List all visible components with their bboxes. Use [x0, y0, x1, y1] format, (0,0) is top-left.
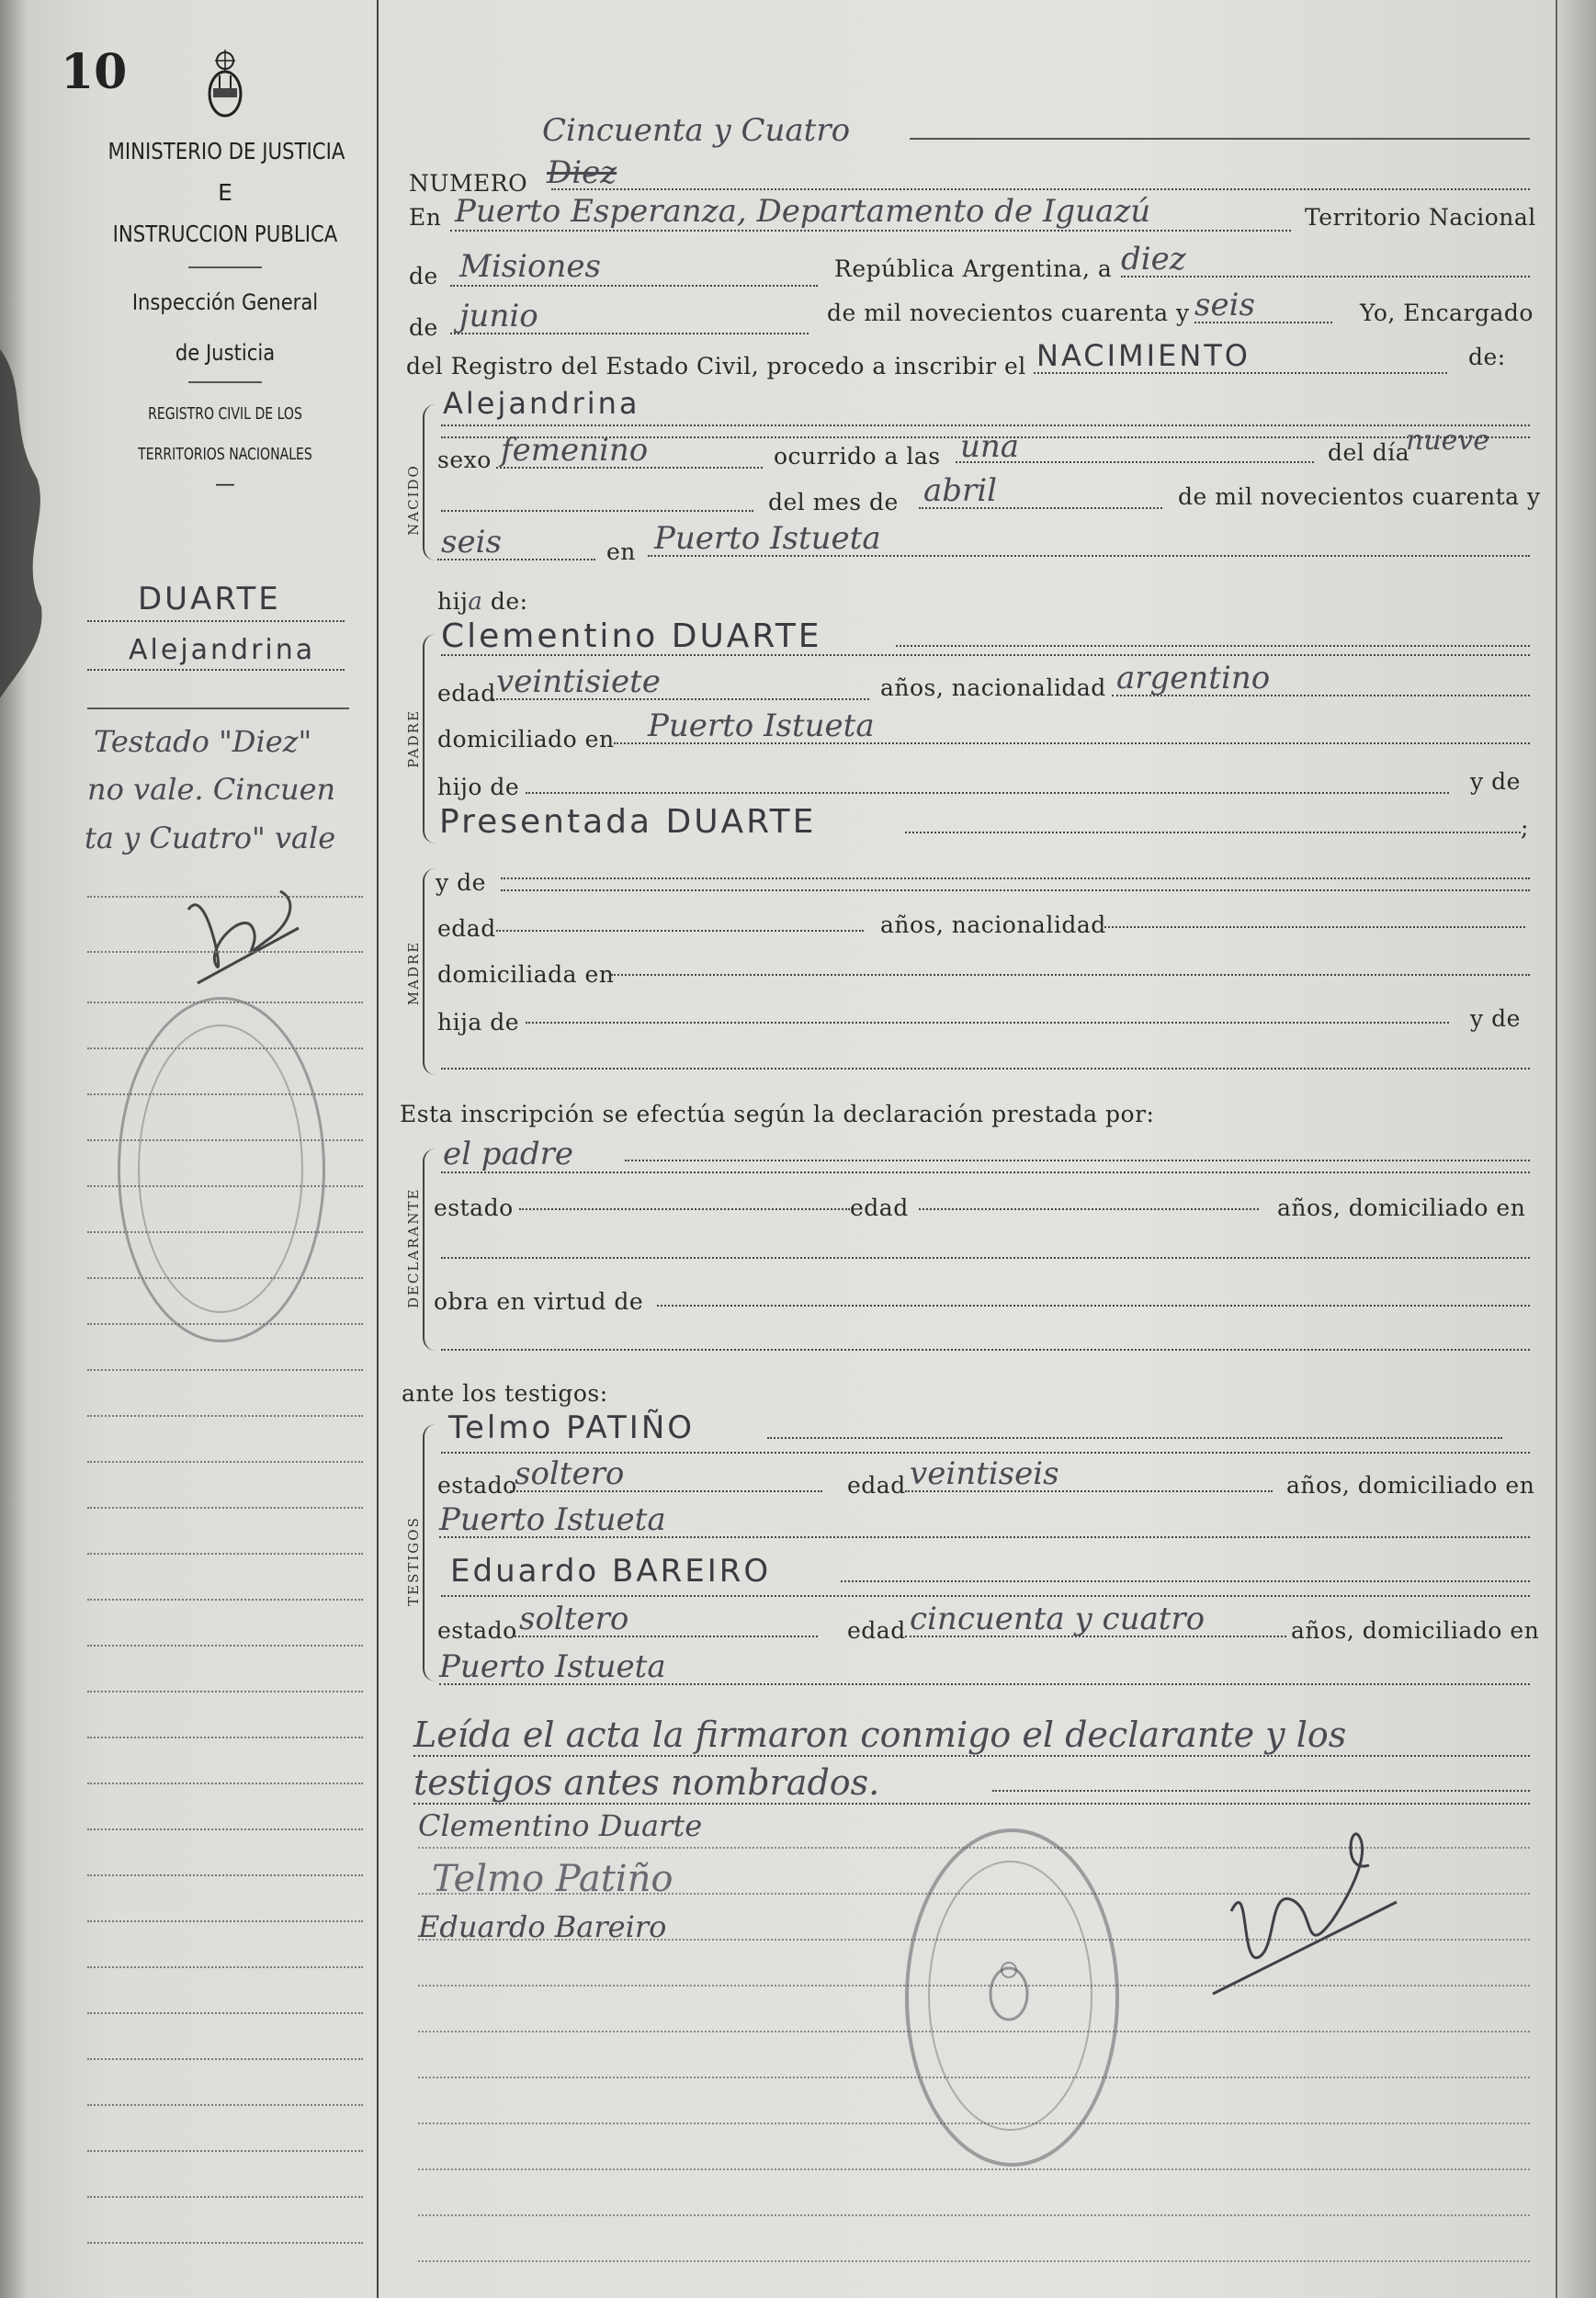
father-edad-label: edad — [437, 680, 496, 707]
closing-line-1: Leída el acta la firmaron conmigo el declarante y los — [413, 1715, 1347, 1755]
testigos-brace — [423, 1424, 437, 1681]
fill-line — [611, 974, 1530, 976]
fill-line — [1034, 372, 1447, 374]
fill-line — [919, 507, 1162, 509]
fill-line — [625, 1160, 1530, 1161]
madre-section-label: MADRE — [405, 940, 422, 1006]
fill-line — [657, 1305, 1530, 1307]
fill-line — [496, 467, 763, 469]
father-hijo-de-label: hijo de — [437, 774, 520, 800]
witness1-edad-label: edad — [847, 1472, 906, 1499]
declarante-edad-label: edad — [850, 1194, 909, 1221]
fill-line — [648, 555, 1530, 557]
registry-text: del Registro del Estado Civil, procedo a inscribir el — [406, 353, 1026, 379]
header-rule — [188, 381, 262, 383]
madre-hija-de-label: hija de — [437, 1009, 519, 1036]
ministry-line-3: INSTRUCCION PUBLICA — [112, 221, 338, 247]
fill-line — [910, 138, 1530, 140]
father-domicile-value: Puerto Istueta — [648, 708, 875, 744]
father-nationality-value: argentino — [1116, 660, 1271, 696]
father-nacionalidad-label: años, nacionalidad — [880, 674, 1106, 701]
fill-line — [1121, 276, 1530, 277]
registry-line-2: TERRITORIOS NACIONALES — [138, 445, 312, 464]
fill-line — [441, 1068, 1530, 1070]
hijo-de-label: de: — [490, 588, 528, 615]
witness2-estado-label: estado — [437, 1617, 517, 1644]
birth-year-value: seis — [441, 524, 502, 560]
witness1-estado-value: soltero — [515, 1455, 625, 1492]
fill-line — [905, 1490, 1273, 1492]
margin-seal-inner — [138, 1024, 303, 1313]
madre-brace — [423, 868, 437, 1075]
del-dia-label: del día — [1328, 439, 1410, 466]
witness2-edad-label: edad — [847, 1617, 906, 1644]
hijo-label: hij — [437, 588, 469, 615]
sexo-label: sexo — [437, 447, 492, 473]
testigos-section-label: TESTIGOS — [405, 1516, 422, 1606]
margin-given-name: Alejandrina — [129, 634, 316, 666]
birth-month-value: abril — [923, 472, 998, 509]
place-value: Puerto Esperanza, Departamento de Iguazú — [455, 193, 1151, 230]
declarante-anos-label: años, domiciliado en — [1277, 1194, 1526, 1221]
day-value: diez — [1121, 241, 1186, 277]
fill-line — [496, 930, 864, 932]
registry-line-1: REGISTRO CIVIL DE LOS — [148, 404, 302, 424]
child-name: Alejandrina — [443, 386, 640, 421]
witness2-domicile-value: Puerto Istueta — [439, 1648, 666, 1685]
territory-label: Territorio Nacional — [1305, 204, 1536, 231]
fill-line — [441, 1595, 1530, 1597]
signature-witness1: Telmo Patiño — [432, 1858, 673, 1900]
margin-note-line-1: Testado "Diez" — [94, 724, 312, 759]
padre-brace — [423, 634, 437, 843]
fill-line — [450, 230, 1291, 232]
fill-line — [767, 1437, 1502, 1439]
year-value: seis — [1194, 287, 1255, 323]
fill-line — [1194, 322, 1332, 323]
fill-line — [441, 1452, 1530, 1454]
fill-line — [519, 1208, 850, 1210]
witness1-age-value: veintiseis — [910, 1455, 1059, 1492]
margin-line — [87, 669, 345, 671]
fill-line — [515, 1636, 818, 1637]
hijo-suffix: a — [468, 588, 483, 616]
en-label: En — [409, 204, 442, 231]
madre-y-de: y de — [436, 869, 486, 896]
nacido-year-label: de mil novecientos cuarenta y — [1178, 483, 1541, 510]
right-border — [1556, 0, 1557, 2298]
declarante-brace — [423, 1149, 437, 1351]
testigos-intro: ante los testigos: — [402, 1380, 608, 1407]
fill-line — [992, 1790, 1530, 1792]
declarante-intro: Esta inscripción se efectúa según la declaración prestada por: — [400, 1101, 1155, 1127]
fill-line — [413, 1755, 1530, 1757]
column-divider — [377, 0, 379, 2298]
fill-line — [441, 654, 1530, 656]
father-age-value: veintisiete — [496, 663, 661, 700]
witness1-anos-label: años, domiciliado en — [1286, 1472, 1535, 1499]
republic-label: República Argentina, a — [834, 255, 1113, 282]
declarante-obra-label: obra en virtud de — [434, 1288, 644, 1315]
madre-y-de-2: y de — [1470, 1005, 1521, 1032]
act-type: NACIMIENTO — [1036, 338, 1251, 373]
de-label: de — [409, 263, 438, 289]
ocurrido-label: ocurrido a las — [774, 443, 941, 470]
fill-line — [551, 188, 1530, 190]
nacido-section-label: NACIDO — [405, 464, 422, 536]
fill-line — [450, 333, 809, 334]
month-value: junio — [459, 298, 538, 334]
mes-label: del mes de — [768, 489, 899, 515]
padre-section-label: PADRE — [405, 709, 422, 768]
seal-emblem-icon — [981, 1957, 1036, 2031]
de-label: de — [409, 314, 438, 341]
father-name: Clementino DUARTE — [441, 617, 822, 655]
witness2-name: Eduardo BAREIRO — [450, 1553, 772, 1590]
fill-line — [526, 1022, 1449, 1024]
birth-place-value: Puerto Istueta — [654, 520, 881, 557]
signature-father: Clementino Duarte — [418, 1808, 703, 1843]
signature-witness2: Eduardo Bareiro — [418, 1909, 667, 1944]
madre-edad-label: edad — [437, 915, 496, 942]
fill-line — [441, 1257, 1530, 1259]
fill-line — [841, 1580, 1530, 1582]
fill-line — [905, 832, 1521, 833]
father-domicilio-label: domiciliado en — [437, 726, 615, 753]
scorch-mark — [0, 349, 55, 698]
fill-line — [1101, 926, 1525, 928]
witness2-anos-label: años, domiciliado en — [1291, 1617, 1540, 1644]
fill-line — [437, 559, 595, 560]
declarante-section-label: DECLARANTE — [405, 1187, 422, 1308]
header-dash: — — [215, 473, 235, 496]
officer-signature — [1194, 1801, 1415, 2040]
closing-line-2: testigos antes nombrados. — [413, 1762, 880, 1803]
act-de: de: — [1468, 344, 1506, 370]
page-number: 10 — [61, 44, 128, 100]
madre-nacionalidad-label: años, nacionalidad — [880, 911, 1106, 938]
witness1-name: Telmo PATIÑO — [448, 1409, 696, 1446]
sexo-value: femenino — [501, 432, 649, 469]
fill-line — [905, 1636, 1286, 1637]
margin-line — [87, 620, 345, 622]
hour-value: una — [960, 428, 1020, 465]
fill-line — [956, 461, 1314, 463]
territory-value: Misiones — [459, 248, 601, 285]
father-y-de: y de — [1470, 768, 1521, 795]
madre-domiciliada-label: domiciliada en — [437, 961, 615, 988]
birth-day-value: nueve — [1406, 425, 1490, 457]
nacido-brace — [423, 404, 437, 560]
fill-line — [441, 1172, 1530, 1173]
number-label: NUMERO — [409, 170, 528, 197]
ministry-line-1: MINISTERIO DE JUSTICIA — [108, 138, 345, 164]
margin-note-line-2: no vale. Cincuen — [87, 772, 336, 807]
witness2-estado-value: soltero — [519, 1601, 629, 1637]
coat-of-arms-icon — [204, 48, 246, 121]
inspection-line-2: de Justicia — [175, 340, 276, 366]
fill-line — [510, 1490, 822, 1492]
header-rule — [188, 266, 262, 268]
father-mother-name: Presentada DUARTE — [439, 803, 817, 841]
witness1-estado-label: estado — [437, 1472, 517, 1499]
fill-line — [439, 1683, 1530, 1685]
fill-line — [896, 645, 1530, 647]
fill-line — [441, 425, 1530, 426]
fill-line — [919, 1208, 1259, 1210]
fill-line — [441, 1349, 1530, 1351]
margin-surname: DUARTE — [138, 581, 281, 617]
fill-line — [501, 889, 1530, 891]
margin-note-line-3: ta y Cuatro" vale — [85, 821, 336, 855]
inspection-line-1: Inspección General — [131, 289, 319, 315]
witness1-domicile-value: Puerto Istueta — [439, 1501, 666, 1538]
fill-line — [614, 742, 1530, 744]
fill-line — [1112, 695, 1530, 696]
number-value: Cincuenta y Cuatro — [542, 112, 851, 149]
fill-line — [441, 510, 753, 512]
ministry-line-2: E — [218, 179, 232, 206]
fill-line — [450, 285, 818, 287]
fill-line — [526, 792, 1449, 794]
margin-signature — [170, 873, 308, 1011]
witness2-age-value: cincuenta y cuatro — [910, 1601, 1205, 1637]
declarante-who: el padre — [443, 1136, 573, 1172]
margin-line — [87, 708, 349, 709]
declarante-estado-label: estado — [434, 1194, 514, 1221]
officer-label: Yo, Encargado — [1360, 300, 1534, 326]
fill-line — [501, 877, 1530, 879]
nacido-en-label: en — [606, 538, 636, 565]
fill-line — [439, 1536, 1530, 1538]
fill-line — [492, 698, 869, 700]
number-struck: Diez — [547, 154, 617, 191]
year-label: de mil novecientos cuarenta y — [827, 300, 1190, 326]
